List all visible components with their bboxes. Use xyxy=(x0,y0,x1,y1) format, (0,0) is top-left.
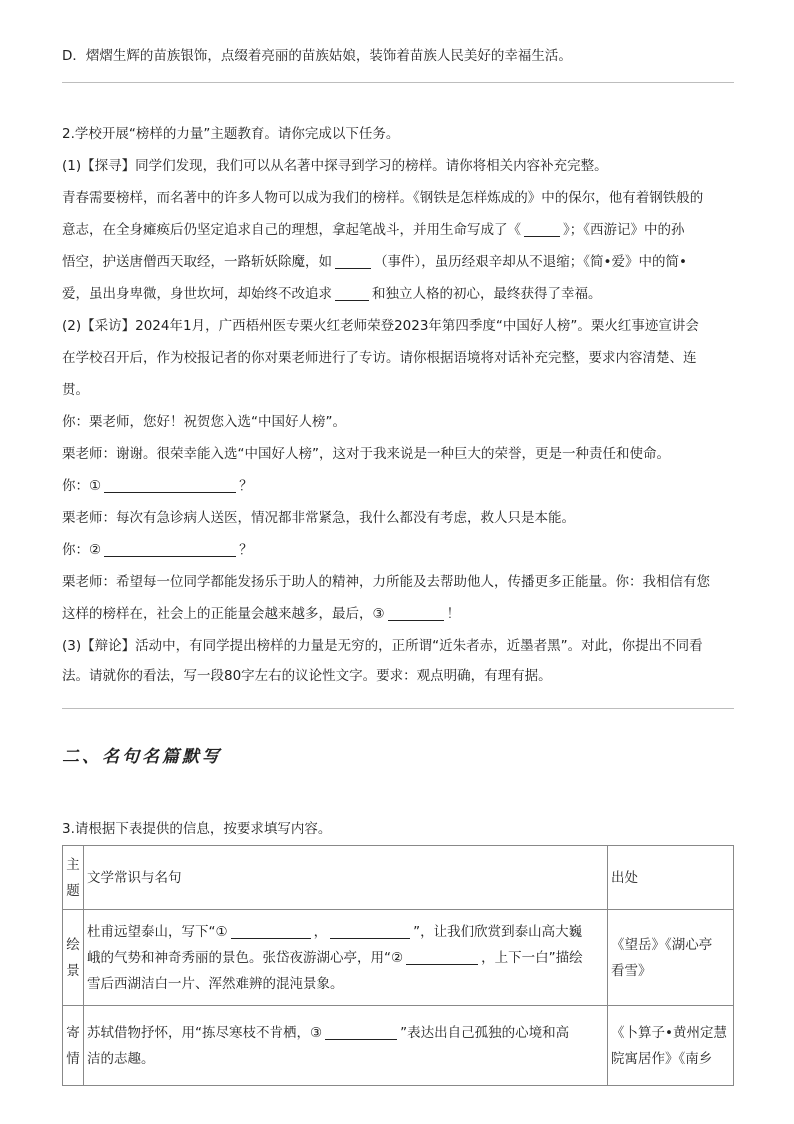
dialogue-line: 你：栗老师，您好！祝贺您入选“中国好人榜”。 xyxy=(62,414,346,430)
text: 《卜算子•黄州定慧 xyxy=(611,1024,727,1041)
answer-blank[interactable] xyxy=(104,478,236,493)
text: 看雪》 xyxy=(611,962,652,979)
text: 峨的气势和神奇秀丽的景色。张岱夜游湖心亭，用“② xyxy=(87,949,404,966)
text: 爱，虽出身卑微，身世坎坷，却始终不改追求 xyxy=(62,286,332,302)
text: 主 xyxy=(66,856,80,873)
answer-blank[interactable] xyxy=(388,606,444,621)
theme-cell xyxy=(63,910,84,1006)
source-cell xyxy=(608,910,734,1006)
text: 情 xyxy=(66,1050,80,1067)
text: 这样的榜样在，社会上的正能量会越来越多，最后，③ xyxy=(62,606,385,622)
dialogue-line xyxy=(62,604,460,624)
content-cell xyxy=(84,910,608,1006)
q2-part2-line: 在学校召开后，作为校报记者的你对栗老师进行了专访。请你根据语境将对话补充完整，要求内容清楚、连 xyxy=(62,350,697,366)
dialogue-line: 栗老师：谢谢。很荣幸能入选“中国好人榜”，这对于我来说是一种巨大的荣誉，更是一种责任和使命。 xyxy=(62,446,670,462)
text: （事件），虽历经艰辛却从不退缩；《简•爱》中的简• xyxy=(374,254,687,270)
text: 意志，在全身瘫痪后仍坚定追求自己的理想，拿起笔战斗，并用生命写成了《 xyxy=(62,222,521,238)
dialogue-line: 栗老师：每次有急诊病人送医，情况都非常紧急，我什么都没有考虑，救人只是本能。 xyxy=(62,510,575,526)
q2-part2-line: 贯。 xyxy=(62,382,89,398)
content-line xyxy=(87,1020,604,1046)
text: 》；《西游记》中的孙 xyxy=(563,222,685,238)
q2-part1-line: 青春需要榜样，而名著中的许多人物可以成为我们的榜样。《钢铁是怎样炼成的》中的保尔，他有着钢铁般的 xyxy=(62,190,704,206)
answer-blank[interactable] xyxy=(406,950,478,965)
content-line: 洁的志趣。 xyxy=(87,1050,155,1067)
text: ？ xyxy=(239,542,253,558)
header-source: 出处 xyxy=(608,846,734,910)
table-row xyxy=(63,910,734,1006)
q2-part3-line: 法。请就你的看法，写一段80字左右的议论性文字。要求：观点明确，有理有据。 xyxy=(62,668,552,684)
text: 寄 xyxy=(66,1024,80,1041)
text: 你：① xyxy=(62,478,102,494)
q2-part1-line xyxy=(62,284,602,304)
info-table xyxy=(62,845,734,1086)
answer-blank[interactable] xyxy=(330,924,410,939)
answer-blank[interactable] xyxy=(524,222,560,237)
text: ”表达出自己孤独的心境和高 xyxy=(400,1024,570,1041)
content-cell xyxy=(84,1006,608,1086)
text: 你：② xyxy=(62,542,102,558)
header-theme xyxy=(63,846,84,910)
q2-part2-line: (2)【采访】2024年1月，广西梧州医专栗火红老师荣登2023年第四季度“中国好人榜”。栗火红事迹宣讲会 xyxy=(62,318,699,334)
dialogue-line: 栗老师：希望每一位同学都能发扬乐于助人的精神，力所能及去帮助他人，传播更多正能量。你：我相信有您 xyxy=(62,574,710,590)
text: 绘 xyxy=(66,936,80,953)
table-row xyxy=(63,1006,734,1086)
text: ”，让我们欣赏到泰山高大巍 xyxy=(413,923,583,940)
answer-blank[interactable] xyxy=(231,924,311,939)
divider xyxy=(62,82,734,83)
text: 悟空，护送唐僧西天取经，一路斩妖除魔，如 xyxy=(62,254,332,270)
text: ！ xyxy=(446,606,461,622)
text: ？ xyxy=(239,478,253,494)
text: 和独立人格的初心，最终获得了幸福。 xyxy=(372,286,602,302)
answer-blank[interactable] xyxy=(335,254,371,269)
dialogue-line xyxy=(62,476,253,496)
text: ， xyxy=(313,923,328,940)
q2-part3-line: (3)【辩论】活动中，有同学提出榜样的力量是无穷的，正所谓“近朱者赤，近墨者黑”。对此，你提出不同看 xyxy=(62,638,703,654)
header-content: 文学常识与名句 xyxy=(84,846,608,910)
text: 题 xyxy=(66,882,80,899)
q2-part1-heading: (1)【探寻】同学们发现，我们可以从名著中探寻到学习的榜样。请你将相关内容补充完整。 xyxy=(62,158,608,174)
option-d: D．熠熠生辉的苗族银饰，点缀着亮丽的苗族姑娘，装饰着苗族人民美好的幸福生活。 xyxy=(62,48,572,64)
table-header-row xyxy=(63,846,734,910)
text: 杜甫远望泰山，写下“① xyxy=(87,923,228,940)
answer-blank[interactable] xyxy=(325,1025,397,1040)
text: 院寓居作》《南乡 xyxy=(611,1050,713,1067)
content-line xyxy=(87,919,604,945)
q3-title: 3.请根据下表提供的信息，按要求填写内容。 xyxy=(62,821,332,837)
text: 苏轼借物抒怀，用“拣尽寒枝不肯栖，③ xyxy=(87,1024,323,1041)
q2-part1-line xyxy=(62,252,687,272)
dialogue-line xyxy=(62,540,253,560)
divider xyxy=(62,708,734,709)
q2-part1-line xyxy=(62,220,685,240)
section-title: 二、名句名篇默写 xyxy=(62,747,222,767)
text: 《望岳》《湖心亭 xyxy=(611,936,713,953)
text: ，上下一白”描绘 xyxy=(481,949,583,966)
text: 景 xyxy=(66,962,80,979)
theme-cell xyxy=(63,1006,84,1086)
content-line xyxy=(87,945,604,971)
answer-blank[interactable] xyxy=(104,542,236,557)
source-cell xyxy=(608,1006,734,1086)
answer-blank[interactable] xyxy=(335,286,369,301)
content-line: 雪后西湖洁白一片、浑然难辨的混沌景象。 xyxy=(87,975,344,992)
q2-title: 2.学校开展“榜样的力量”主题教育。请你完成以下任务。 xyxy=(62,126,400,142)
